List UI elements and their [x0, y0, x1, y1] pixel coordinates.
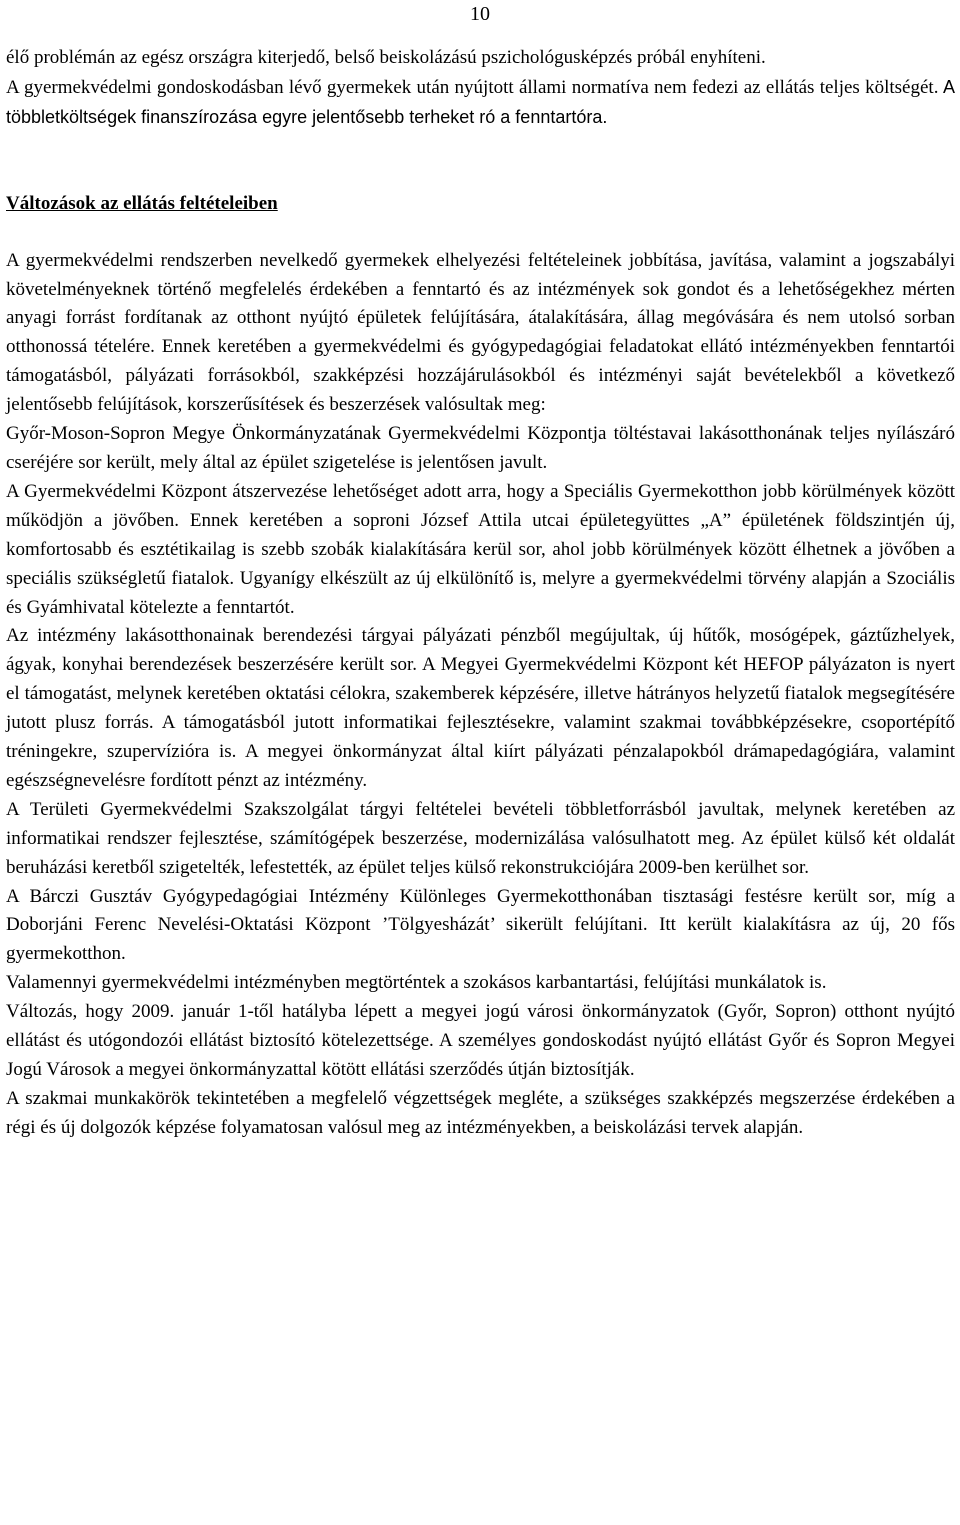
page-number: 10 [470, 3, 490, 25]
spacer [6, 219, 955, 247]
section-heading: Változások az ellátás feltételeiben [6, 192, 278, 214]
body-paragraph: Valamennyi gyermekvédelmi intézményben megtörténtek a szokásos karbantartási, felújítási munkálatok is. [6, 972, 827, 994]
body-paragraph: Az intézmény lakásotthonainak berendezési tárgyai pályázati pénzből megújultak, új hűtők, mosógépek, gáztűzhelyek, ágyak, konyhai berendezések beszerzésére került sor. A Megyei Gyermekvédelmi Központ két HEFOP pályázaton is nyert el támogatást, melynek keretében oktatási célokra, szakemberek képzésére, illetve hátrányos helyzetű fiatalok megsegítésére jutott plusz forrás. A támogatásból jutott informatikai fejlesztésekre, valamint szakmai továbbképzésekre, csoportépítő tréningekre, szupervízióra is. A megyei önkormányzat által kiírt pályázati pénzalapokból drámapedagógiára, valamint egészségnevelésre fordított pénzt az intézmény. [6, 625, 955, 791]
intro-paragraph-2-text: A gyermekvédelmi gondoskodásban lévő gyermekek után nyújtott állami normatíva nem fedezi az ellátás teljes költségét. [6, 76, 939, 98]
body-paragraph: A Bárczi Gusztáv Gyógypedagógiai Intézmény Különleges Gyermekotthonában tisztasági festésre került sor, míg a Doborjáni Ferenc Nevelési-Oktatási Központ ’Tölgyesházát’ sikerült felújítani. Itt került kialakításra az új, 20 fős gyermekotthon. [6, 885, 955, 965]
body-paragraph: A gyermekvédelmi rendszerben nevelkedő gyermekek elhelyezési feltételeinek jobbítása, javítása, valamint a jogszabályi követelményeknek történő megfelelés érdekében a fenntartó és az intézmények sok gondot és a lehetőségekhez mérten anyagi forrást fordítanak az otthont nyújtó épületek felújítására, átalakítására, állag megóvására és nem utolsó sorban otthonossá tételére. Ennek keretében a gyermekvédelmi és gyógypedagógiai feladatokat ellátó intézményekben fenntartói támogatásból, pályázati forrásokból, szakképzési hozzájárulásokból és intézményi saját bevételekből a következő jelentősebb felújítások, korszerűsítések és beszerzések valósultak meg: [6, 249, 955, 416]
document-body [6, 44, 955, 1143]
intro-paragraph-2-sans-text: A többletköltségek finanszírozása egyre jelentősebb terheket ró a fenntartóra. [6, 76, 956, 127]
intro-paragraph-2 [6, 73, 955, 133]
spacer [6, 133, 955, 162]
body-paragraph: Győr-Moson-Sopron Megye Önkormányzatának Gyermekvédelmi Központja töltéstavai lakásotthonának teljes nyílászáró cseréjére sor került, mely által az épület szigetelése is jelentősen javult. [6, 423, 955, 473]
body-paragraph: A szakmai munkakörök tekintetében a megfelelő végzettségek megléte, a szükséges szakképzés megszerzése érdekében a régi és új dolgozók képzése folyamatosan valósul meg az intézményekben, a beiskolázási tervek alapján. [6, 1087, 955, 1138]
intro-paragraph-1: élő problémán az egész országra kiterjedő, belső beiskolázású pszichológusképzés próbál enyhíteni. [6, 47, 766, 68]
spacer [6, 162, 955, 190]
body-paragraph: A Területi Gyermekvédelmi Szakszolgálat tárgyi feltételei bevételi többletforrásból javultak, melynek keretében az informatikai rendszer fejlesztése, számítógépek beszerzése, modernizálása valósulhatott meg. Az épület külső két oldalát beruházási keretből szigetelték, lefestették, az épület teljes külső rekonstrukciójára 2009-ben kerülhet sor. [6, 798, 955, 878]
body-paragraph: A Gyermekvédelmi Központ átszervezése lehetőséget adott arra, hogy a Speciális Gyermekotthon jobb körülmények között működjön a jövőben. Ennek keretében a soproni József Attila utcai épületegyüttes „A” épületének földszintjén új, komfortosabb és esztétikailag is szebb szobák kialakítására kerül sor, ahol jobb körülmények között élhetnek a jövőben a speciális szükségletű fiatalok. Ugyanígy elkészült az új elkülönítő is, melyre a gyermekvédelmi törvény alapján a Szociális és Gyámhivatal kötelezte a fenntartót. [6, 480, 955, 618]
body-paragraph: Változás, hogy 2009. január 1-től hatályba lépett a megyei jogú városi önkormányzatok (Győr, Sopron) otthont nyújtó ellátást és utógondozói ellátást biztosító kötelezettsége. A személyes gondoskodást nyújtó ellátást Győr és Sopron Megyei Jogú Városok a megyei önkormányzattal kötött ellátási szerződés útján biztosítják. [6, 1001, 955, 1080]
